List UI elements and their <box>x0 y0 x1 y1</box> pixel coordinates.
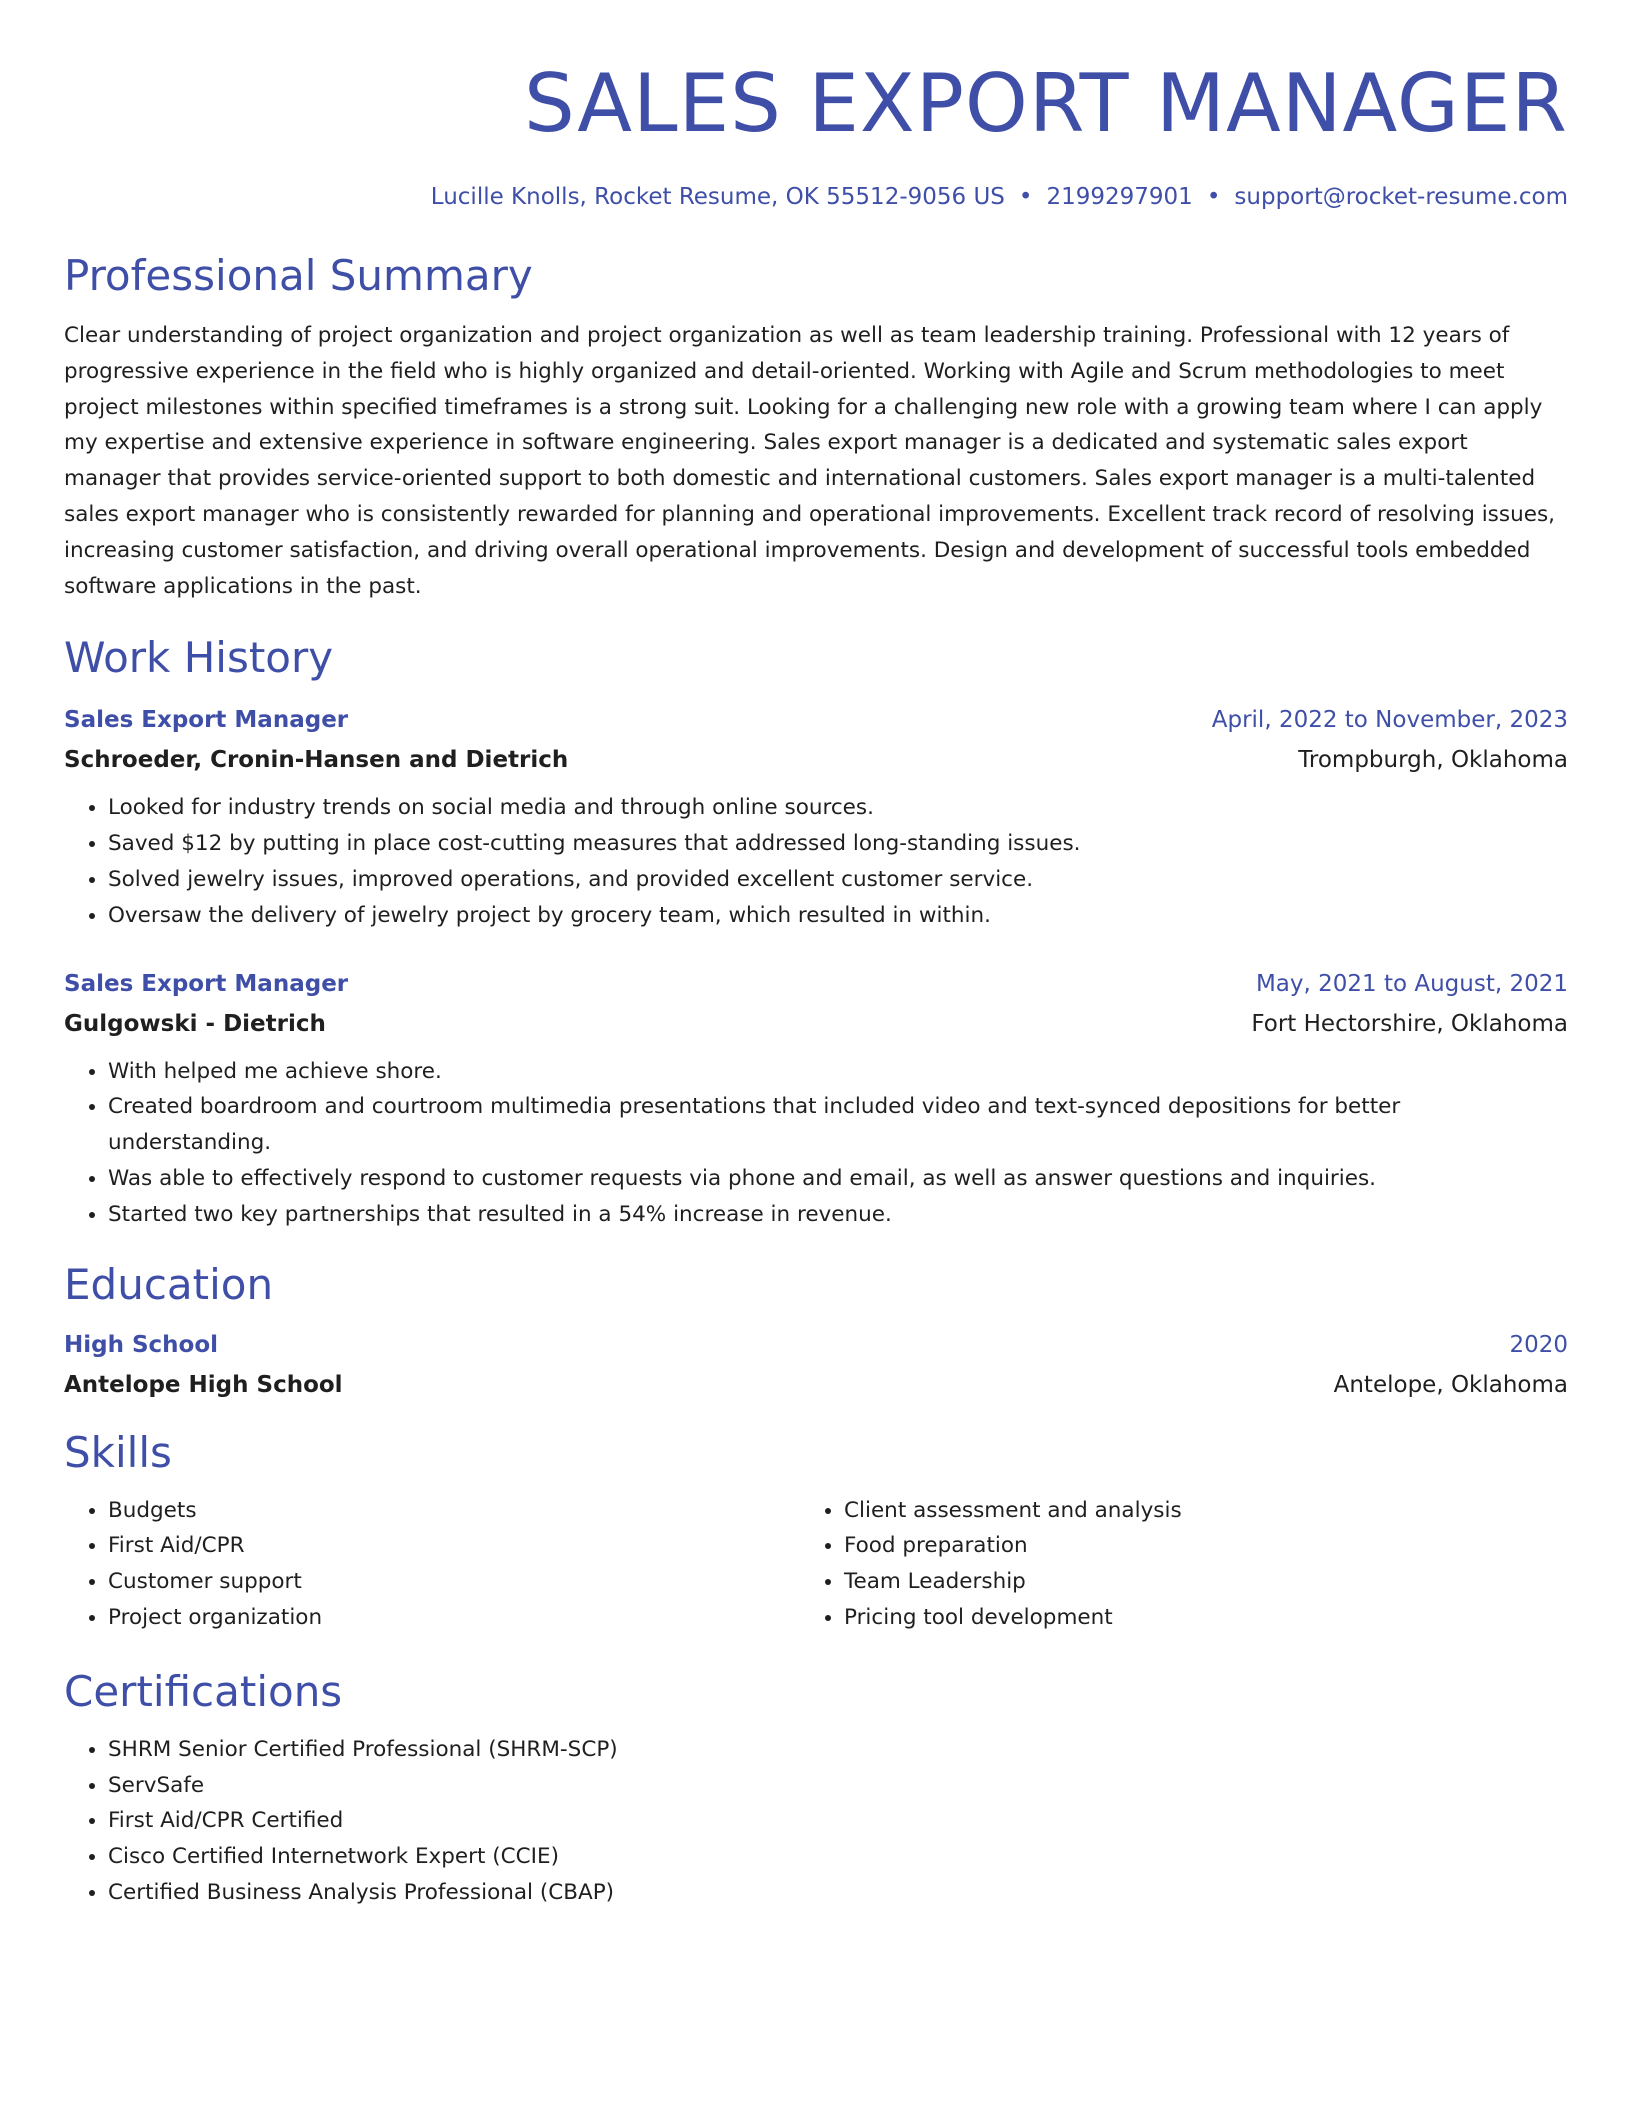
job-title: Sales Export Manager <box>64 707 349 734</box>
skill-item: • First Aid/CPR <box>108 1528 800 1564</box>
resume-header <box>64 0 1568 212</box>
skill-item: • Pricing tool development <box>844 1600 1536 1636</box>
skills-heading: Skills <box>64 1427 172 1477</box>
job-entry <box>64 704 1568 933</box>
job-bullet: • Started two key partnerships that resulted in a 54% increase in revenue. <box>108 1197 1568 1233</box>
skills-columns <box>64 1493 1568 1636</box>
resume-name: SALES EXPORT MANAGER <box>524 57 1568 150</box>
skill-item: • Budgets <box>108 1493 800 1529</box>
job-bullet: • Saved $12 by putting in place cost-cutting measures that addressed long-standing issues. <box>108 826 1568 862</box>
certifications-heading: Certifications <box>64 1666 343 1716</box>
skill-item: • Project organization <box>108 1600 800 1636</box>
job-location: Fort Hectorshire, Oklahoma <box>1251 1010 1568 1037</box>
job-bullet: • With helped me achieve shore. <box>108 1054 1568 1090</box>
job-bullet: • Was able to effectively respond to customer requests via phone and email, as well as answer questions and inquiries. <box>108 1161 1568 1197</box>
job-dates: May, 2021 to August, 2021 <box>1255 970 1568 997</box>
contact-email[interactable]: support@rocket-resume.com <box>1234 184 1568 210</box>
certification-item: • Cisco Certified Internetwork Expert (CCIE) <box>108 1839 1568 1875</box>
education-heading: Education <box>64 1259 274 1309</box>
certification-item: • Certified Business Analysis Professional (CBAP) <box>108 1875 1568 1911</box>
certification-item: • SHRM Senior Certified Professional (SHRM-SCP) <box>108 1732 1568 1768</box>
skill-item: • Customer support <box>108 1564 800 1600</box>
job-entry <box>64 968 1568 1233</box>
job-location: Trompburgh, Oklahoma <box>1298 747 1568 774</box>
skill-item: • Food preparation <box>844 1528 1536 1564</box>
contact-separator: • <box>1018 184 1033 210</box>
job-dates: April, 2022 to November, 2023 <box>1211 707 1568 734</box>
certification-item: • First Aid/CPR Certified <box>108 1803 1568 1839</box>
job-company: Schroeder, Cronin-Hansen and Dietrich <box>64 747 569 774</box>
contact-address: Lucille Knolls, Rocket Resume, OK 55512-9056 US <box>430 184 1005 210</box>
job-company: Gulgowski - Dietrich <box>64 1010 326 1037</box>
skill-item: • Client assessment and analysis <box>844 1493 1536 1529</box>
education-location: Antelope, Oklahoma <box>1333 1371 1568 1398</box>
contact-line <box>64 182 1568 212</box>
job-bullets <box>64 1054 1568 1233</box>
education-school: Antelope High School <box>64 1371 343 1398</box>
summary-heading: Professional Summary <box>64 251 533 300</box>
job-bullet: • Oversaw the delivery of jewelry project by grocery team, which resulted in within. <box>108 898 1568 934</box>
education-entry <box>64 1329 1568 1401</box>
summary-text: Clear understanding of project organization and project organization as well as team leadership training. Professional with 12 years of progressive experience in the field who is highly organized and detail-oriented. Working with Agile and Scrum methodologies to meet project milestones within specified timeframes is a strong suit. Looking for a challenging new role with a growing team where I can apply my expertise and extensive experience in software engineering. Sales export manager is a dedicated and systematic sales export manager that provides service-oriented support to both domestic and international customers. Sales export manager is a multi-talented sales export manager who is consistently rewarded for planning and operational improvements. Excellent track record of resolving issues, increasing customer satisfaction, and driving overall operational improvements. Design and development of successful tools embedded software applications in the past. <box>64 323 1555 599</box>
skill-item: • Team Leadership <box>844 1564 1536 1600</box>
certification-item: • ServSafe <box>108 1768 1568 1804</box>
contact-separator: • <box>1206 184 1221 210</box>
job-bullets <box>64 790 1568 933</box>
education-year: 2020 <box>1509 1331 1568 1358</box>
work-history-heading: Work History <box>64 633 334 683</box>
job-bullet: • Looked for industry trends on social media and through online sources. <box>108 790 1568 826</box>
job-title: Sales Export Manager <box>64 970 349 997</box>
job-bullet: • Solved jewelry issues, improved operations, and provided excellent customer service. <box>108 862 1568 898</box>
certifications-list <box>64 1732 1568 1911</box>
skills-column-left <box>64 1493 800 1636</box>
contact-phone: 2199297901 <box>1046 184 1193 210</box>
job-bullet: • Created boardroom and courtroom multimedia presentations that included video and text-synced depositions for better understanding. <box>108 1089 1568 1161</box>
education-degree: High School <box>64 1331 219 1358</box>
skills-column-right <box>800 1493 1536 1636</box>
resume-page <box>64 0 1568 1911</box>
